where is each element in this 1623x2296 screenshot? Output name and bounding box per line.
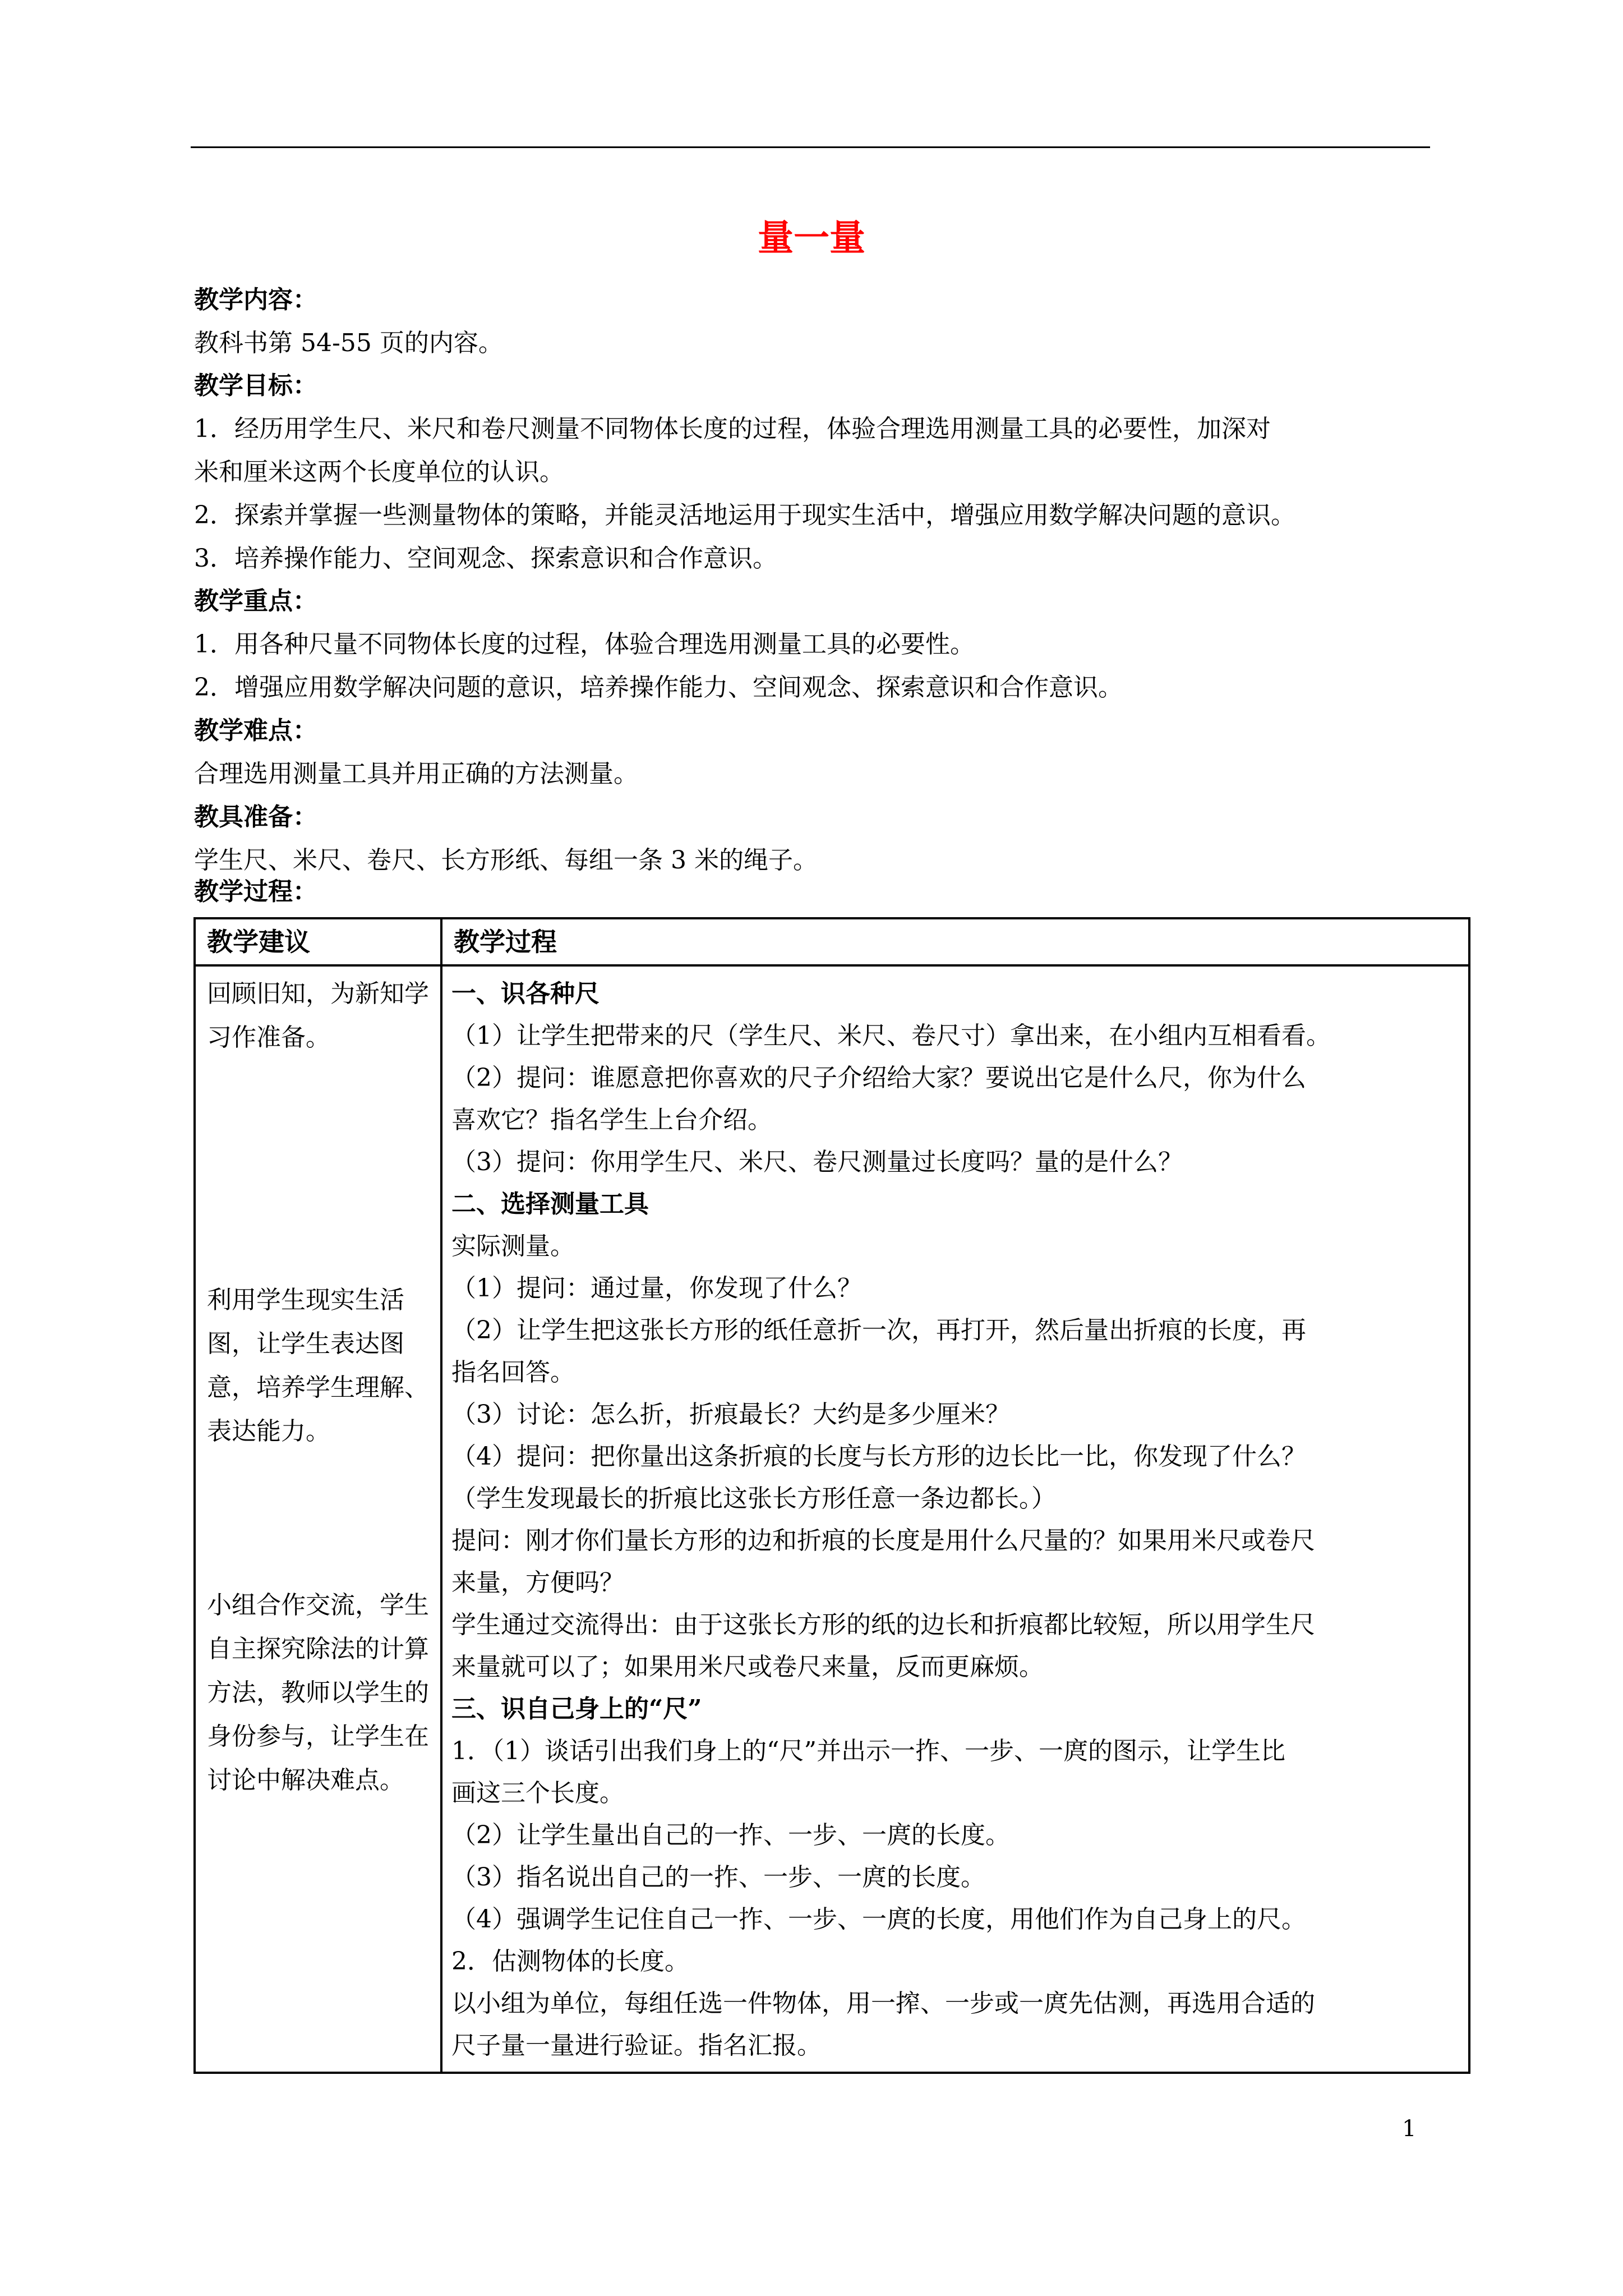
process-line: （4）强调学生记住自己一拃、一步、一庹的长度，用他们作为自己身上的尺。 [451,1905,1306,1934]
header-cell-advice [195,918,441,965]
tools-heading: 教具准备： [194,803,317,831]
advice-item: 利用学生现实生活图，让学生表达图意，培养学生理解、表达能力。 [207,1286,429,1446]
process-line: （1）提问：通过量，你发现了什么？ [451,1274,862,1303]
process-line: 2．估测物体的长度。 [451,1947,689,1976]
process-line: （2）让学生量出自己的一拃、一步、一庹的长度。 [451,1821,1010,1849]
difficulty-heading: 教学难点： [194,716,317,745]
process-line: 尺子量一量进行验证。指名汇报。 [451,2031,822,2060]
goal-2: 2．探索并掌握一些测量物体的策略，并能灵活地运用于现实生活中，增强应用数学解决问题的意识。 [194,501,1295,530]
process-section-heading: 二、选择测量工具 [451,1190,649,1218]
process-cell [441,965,1469,2073]
header-advice: 教学建议 [207,927,310,957]
process-line: 1．（1）谈话引出我们身上的“尺”并出示一拃、一步、一庹的图示，让学生比 [451,1737,1285,1765]
document-title: 量一量 [758,217,865,259]
process-line: （2）让学生把这张长方形的纸任意折一次，再打开，然后量出折痕的长度，再 [451,1316,1306,1345]
header-cell-process [441,918,1469,965]
process-line: （2）提问：谁愿意把你喜欢的尺子介绍给大家？要说出它是什么尺，你为什么 [451,1064,1306,1092]
process-line: 来量就可以了；如果用米尺或卷尺来量，反而更麻烦。 [451,1653,1044,1681]
content-heading: 教学内容： [194,286,317,314]
process-heading: 教学过程： [194,877,317,906]
process-line: （学生发现最长的折痕比这张长方形任意一条边都长。） [451,1484,1056,1513]
process-line: （1）让学生把带来的尺（学生尺、米尺、卷尺寸）拿出来，在小组内互相看看。 [451,1022,1331,1050]
page-number: 1 [1402,2116,1417,2142]
advice-cell [195,965,441,2073]
process-section-heading: 一、识各种尺 [451,979,600,1008]
goal-3: 3．培养操作能力、空间观念、探索意识和合作意识。 [194,544,777,573]
content-text: 教科书第 54-55 页的内容。 [194,329,503,357]
difficulty-text: 合理选用测量工具并用正确的方法测量。 [194,760,638,788]
process-section-heading: 三、识自己身上的“尺” [451,1695,702,1723]
process-line: 指名回答。 [451,1358,575,1387]
goal-1-line-2: 米和厘米这两个长度单位的认识。 [194,458,564,486]
advice-item: 回顾旧知，为新知学习作准备。 [207,979,429,1052]
process-line: 以小组为单位，每组任选一件物体，用一搾、一步或一庹先估测，再选用合适的 [451,1989,1315,2018]
advice-item: 小组合作交流，学生自主探究除法的计算方法，教师以学生的身份参与，让学生在讨论中解决难点。 [207,1591,429,1795]
process-line: （3）讨论：怎么折，折痕最长？大约是多少厘米？ [451,1400,1010,1429]
process-line: 实际测量。 [451,1232,575,1260]
key-point-2: 2．增强应用数学解决问题的意识，培养操作能力、空间观念、探索意识和合作意识。 [194,673,1123,702]
teaching-process-table [193,917,1470,2074]
tools-text: 学生尺、米尺、卷尺、长方形纸、每组一条 3 米的绳子。 [194,846,818,875]
process-line: （3）提问：你用学生尺、米尺、卷尺测量过长度吗？量的是什么？ [451,1148,1183,1176]
process-line: 喜欢它？指名学生上台介绍。 [451,1106,772,1134]
process-line: 学生通过交流得出：由于这张长方形的纸的边长和折痕都比较短，所以用学生尺 [451,1611,1315,1639]
process-line: （4）提问：把你量出这条折痕的长度与长方形的边长比一比，你发现了什么？ [451,1442,1306,1471]
process-line: 来量，方便吗？ [451,1568,624,1597]
header-process: 教学过程 [454,927,557,957]
process-line: 画这三个长度。 [451,1779,624,1807]
goals-heading: 教学目标： [194,371,317,400]
key-point-1: 1．用各种尺量不同物体长度的过程，体验合理选用测量工具的必要性。 [194,630,975,659]
process-line: 提问：刚才你们量长方形的边和折痕的长度是用什么尺量的？如果用米尺或卷尺 [451,1526,1315,1555]
key-points-heading: 教学重点： [194,587,317,615]
header-rule [191,146,1430,148]
goal-1-line-1: 1．经历用学生尺、米尺和卷尺测量不同物体长度的过程，体验合理选用测量工具的必要性，加深对 [194,415,1271,443]
process-line: （3）指名说出自己的一拃、一步、一庹的长度。 [451,1863,985,1892]
